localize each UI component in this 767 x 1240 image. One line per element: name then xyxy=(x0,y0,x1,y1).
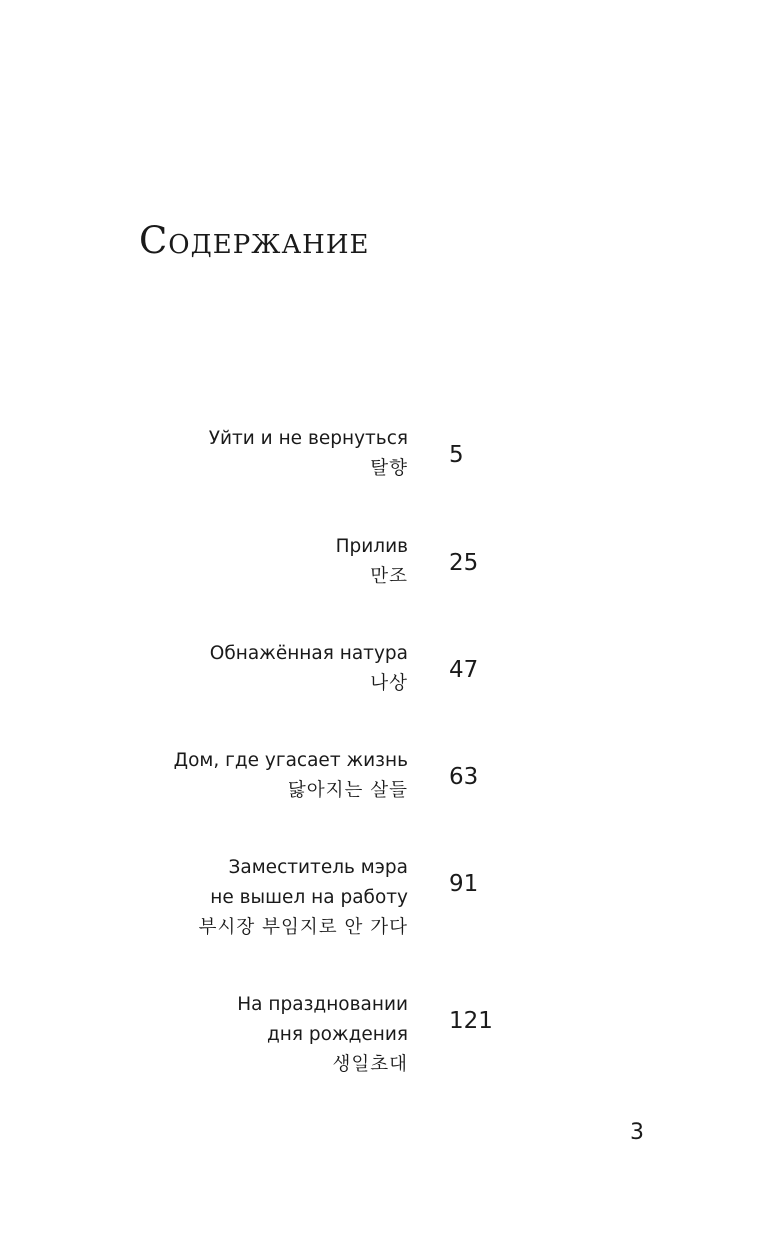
toc-entry-titles xyxy=(210,639,408,699)
toc-entry-korean-title: 만조 xyxy=(370,566,408,587)
toc-entry-title: Уйти и не вернуться xyxy=(208,428,408,449)
toc-entry-title: дня рождения xyxy=(266,1024,408,1045)
toc-entry-page: 121 xyxy=(449,1008,493,1034)
toc-entry-korean-title: 부시장 부임지로 안 가다 xyxy=(198,917,408,938)
toc-entry-page: 5 xyxy=(449,442,464,468)
toc-entry-titles xyxy=(237,990,408,1080)
toc-entry-title: На праздновании xyxy=(237,994,408,1015)
toc-entry-page: 47 xyxy=(449,657,479,683)
toc-entry-titles xyxy=(336,532,408,592)
toc-entry-title: Заместитель мэра xyxy=(228,857,408,878)
toc-entry-page: 63 xyxy=(449,764,479,790)
toc-entry-korean-title: 나상 xyxy=(370,673,408,694)
toc-entry-title: Дом, где угасает жизнь xyxy=(173,750,408,771)
toc-entry-page: 25 xyxy=(449,550,479,576)
toc-entry-title: Прилив xyxy=(335,536,408,557)
toc-entry-titles xyxy=(199,853,408,943)
toc-entry-titles xyxy=(174,746,408,806)
page-number: 3 xyxy=(630,1120,644,1145)
toc-entry-korean-title: 생일초대 xyxy=(332,1054,408,1075)
toc-entry-title: Обнажённая натура xyxy=(209,643,408,664)
toc-entry-titles xyxy=(209,424,408,484)
toc-entry-korean-title: 탈향 xyxy=(370,458,408,479)
toc-entry-page: 91 xyxy=(449,871,479,897)
toc-entry-title: не вышел на работу xyxy=(210,887,408,908)
toc-entry-korean-title: 닳아지는 살들 xyxy=(287,780,408,801)
page-title: Содержание xyxy=(139,219,370,262)
